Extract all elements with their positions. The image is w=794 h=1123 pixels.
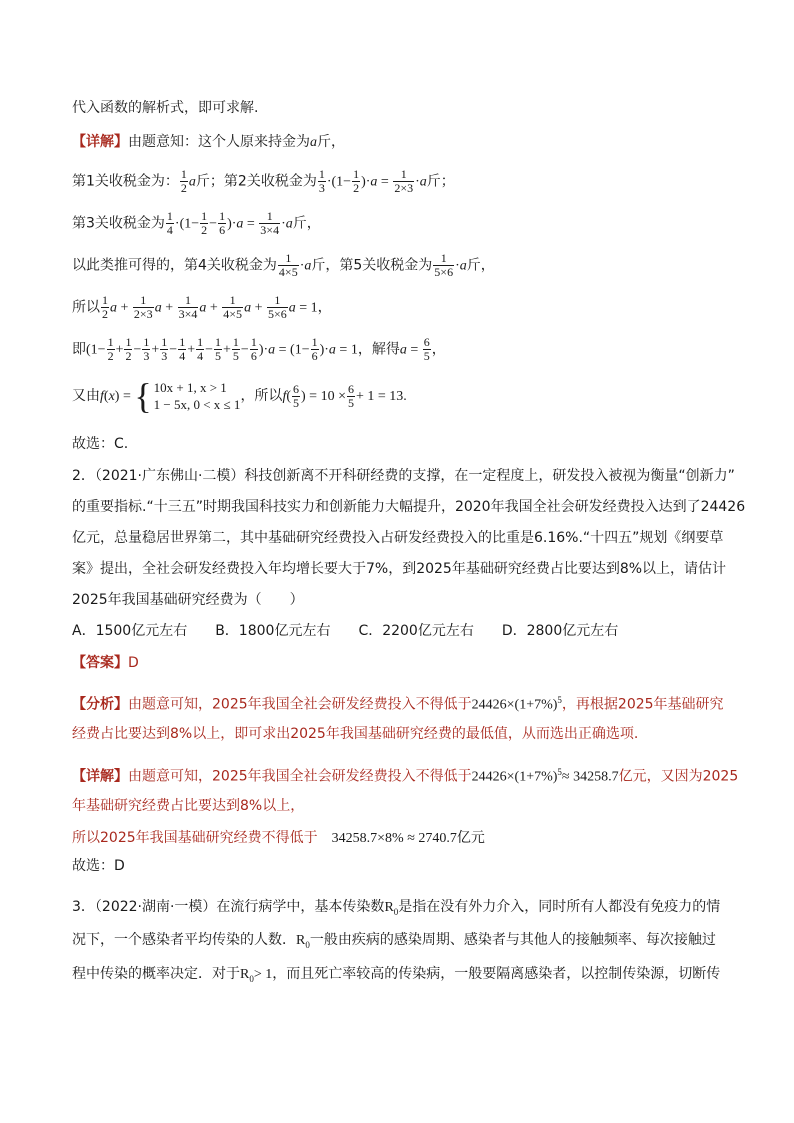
piecewise-cases: [154, 379, 241, 413]
answer-value: D: [128, 655, 139, 671]
text-line: 第3关收税金为 $\frac{1}{4}$ ·(1− $\frac{1}{2}$ − $\frac{1}{6}$ )·a = $\frac{1}{3\times 4}$ ·a斤，: [72, 209, 321, 237]
question-2-line: 亿元，总量稳居世界第二，其中基础研究经费投入占研发经费投入的比重是6.16%.“十四五”规划《纲要草: [72, 530, 724, 546]
question-2-line: 的重要指标.“十三五”时期我国科技实力和创新能力大幅提升，2020年我国全社会研发经费投入达到了24426: [72, 499, 746, 515]
detail-tag: 【详解】: [72, 134, 128, 150]
text-run: 第3关收税金为: [72, 215, 165, 232]
detail-line: 所以2025年我国基础研究经费不得低于 34258.7×8% ≈ 2740.7亿元: [72, 830, 485, 846]
question-3-line: 况下，一个感染者平均传染的人数．$R_0$一般由疾病的感染周期、感染者与其他人的接触频率、每次接触过: [72, 932, 716, 950]
case-1: 10x + 1, x > 1: [153, 380, 227, 395]
question-3-line: 3．（2022·湖南·一模）在流行病学中，基本传染数$R_0$是指在没有外力介入，同时所有人都没有免疫力的情: [72, 899, 721, 917]
answer-line: 故选：C.: [72, 436, 129, 452]
text-run: 斤，: [466, 257, 495, 274]
math-variable: a: [310, 135, 317, 150]
fraction: $\frac{1}{2}$: [180, 167, 187, 195]
text-line: 所以 $\frac{1}{2}$ a + $\frac{1}{2\times 3}$ a + $\frac{1}{3\times 4}$ a + $\frac{1}{4\times 5}$ a + $\frac{1}{5\times 6}$ a = 1，: [72, 293, 332, 321]
answer-line: [72, 653, 734, 673]
text-line: [72, 132, 734, 153]
question-3-line: 程中传染的概率决定．对于$R_0> 1$，而且死亡率较高的传染病，一般要隔离感染者，以控制传染源，切断传: [72, 966, 721, 984]
fraction: $\frac{1}{4}$: [166, 209, 173, 237]
text-run: 斤；: [426, 173, 455, 190]
math-run: + 1 = 13.: [355, 389, 407, 404]
intro-sentence: 代入函数的解析式，即可求解.: [72, 100, 259, 116]
analysis-tag: 【分析】: [72, 696, 128, 713]
detail-tag: 【详解】: [72, 768, 128, 785]
detail-line: 【详解】由题意可知，2025年我国全社会研发经费投入不得低于$24426\times(1+7\%)^5\approx 34258.7$亿元，又因为2025: [72, 767, 739, 785]
text-line: 第1关收税金为： $\frac{1}{2}$ a斤；第2关收税金为 $\frac{1}{3}$ ·(1− $\frac{1}{2}$ )·a = $\frac{1}{2\times 3}$ ·a斤；: [72, 167, 455, 195]
math-variable: a: [188, 174, 196, 190]
case-2: 1 − 5x, 0 < x ≤ 1: [153, 397, 241, 412]
fraction: $\frac{1}{3\times 4}$: [260, 209, 280, 237]
text-line: 以此类推可得的，第4关收税金为 $\frac{1}{4\times 5}$ ·a斤，第5关收税金为 $\frac{1}{5\times 6}$ ·a斤，: [72, 251, 495, 279]
text-run: 第1关收税金为：: [72, 173, 179, 190]
analysis-line: 经费占比要达到8%以上，即可求出2025年我国基础研究经费的最低值，从而选出正确选项.: [72, 726, 639, 742]
answer-tag: 【答案】: [72, 655, 128, 671]
fraction: $\frac{1}{2}$: [353, 167, 360, 195]
question-2-options: A．1500亿元左右 B．1800亿元左右 C．2200亿元左右 D．2800亿元左右: [72, 623, 619, 639]
text-run: 以此类推可得的，第4关收税金为: [72, 257, 277, 274]
text-run: 斤，: [292, 215, 321, 232]
fraction: $\frac{1}{3}$: [318, 167, 325, 195]
text-run: 斤，: [317, 134, 345, 150]
question-2-line: 2025年我国基础研究经费为（ ）: [72, 592, 304, 608]
text-run: 由题意知：这个人原来持金为: [128, 134, 310, 150]
text-line: [72, 434, 734, 454]
question-2-line: 2．（2021·广东佛山·二模）科技创新离不开科研经费的支撑，在一定程度上，研发投入被视为衡量“创新力”: [72, 468, 735, 484]
text-run: ，: [431, 341, 446, 358]
text-run: ，解得: [357, 341, 400, 358]
fraction: $\frac{1}{2\times 3}$: [394, 167, 414, 195]
text-line: 又由f(x) = { 10x + 1, x > 1 1 − 5x, 0 < x ≤ 1 ，所以f( $\frac{6}{5}$ ) = 10 × $\frac{6}{5}$ + 1 = 13.: [72, 376, 407, 416]
fraction: $\frac{1}{4\times 5}$: [278, 251, 298, 279]
brace-symbol: {: [134, 376, 152, 416]
text-line: 即(1− $\frac{1}{2}$ + $\frac{1}{2}$ − $\frac{1}{3}$ + $\frac{1}{3}$ − $\frac{1}{4}$ + $\frac{1}{4}$ − $\frac{1}{5}$ + $\frac{1}{5}$ − $\frac{1}{6}$ )·a = (1− $\frac{1}{6}$ )·a = 1，解得a = $\frac{6}{5}$ ，: [72, 335, 446, 363]
text-run: ，所以: [240, 388, 283, 404]
fraction: $\frac{1}{6}$: [219, 209, 226, 237]
detail-line: 年基础研究经费占比要达到8%以上，: [72, 798, 305, 814]
fraction: $\frac{1}{2}$: [201, 209, 208, 237]
detail-line: 故选：D: [72, 858, 125, 874]
text-run: ，: [317, 299, 332, 316]
text-run: 又由: [72, 388, 100, 404]
text-line: [72, 98, 734, 118]
fraction: $\frac{1}{5\times 6}$: [434, 251, 454, 279]
math-run: = 10 ×: [309, 389, 346, 404]
analysis-line: 【分析】由题意可知，2025年我国全社会研发经费投入不得低于$24426\times(1+7\%)^5$，再根据2025年基础研究: [72, 695, 724, 713]
text-run: 所以: [72, 299, 100, 316]
text-run: 斤，第5关收税金为: [311, 257, 433, 274]
text-run: 即: [72, 341, 86, 358]
question-2-line: 案》提出，全社会研发经费投入年均增长要大于7%，到2025年基础研究经费占比要达到8%以上，请估计: [72, 561, 727, 577]
text-run: 斤；第2关收税金为: [195, 173, 317, 190]
